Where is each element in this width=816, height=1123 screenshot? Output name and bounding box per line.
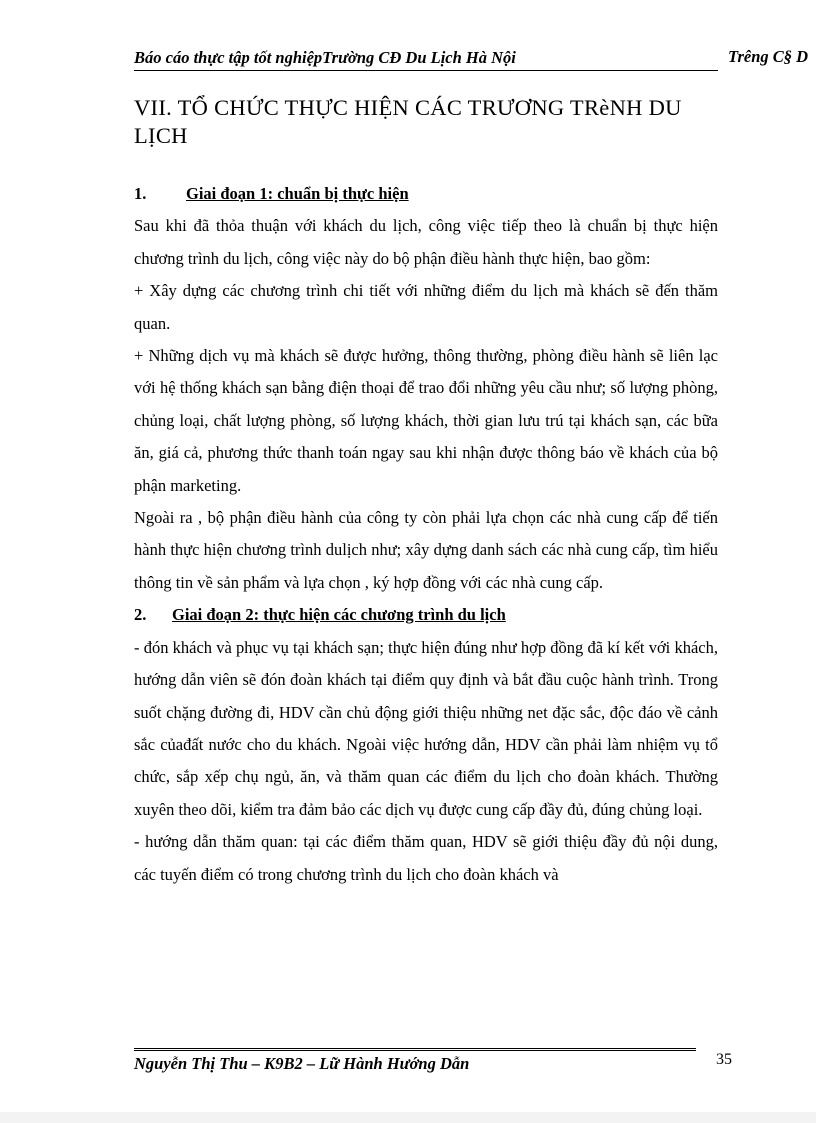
document-body (134, 178, 718, 891)
section-1-number: 1. (134, 184, 147, 203)
paragraph: - hướng dẫn thăm quan: tại các điểm thăm quan, HDV sẽ giới thiệu đầy đủ nội dung, các tuyến điểm có trong chương trình du lịch cho đoàn khách và (134, 832, 718, 884)
chapter-title: VII. TỔ CHỨC THỰC HIỆN CÁC TRƯƠNG TRèNH DU LỊCH (134, 95, 682, 148)
header-right-text: Trêng C§ D (728, 47, 809, 66)
paragraph: + Xây dựng các chương trình chi tiết với những điểm du lịch mà khách sẽ đến thăm quan. (134, 281, 718, 333)
section-2-heading (134, 599, 718, 631)
footer-author: Nguyễn Thị Thu – K9B2 – Lữ Hành Hướng Dẫn (134, 1054, 470, 1073)
paragraph: + Những dịch vụ mà khách sẽ được hưởng, thông thường, phòng điều hành sẽ liên lạc với hệ thống khách sạn bằng điện thoại để trao đổi những yêu cầu như; số lượng phòng, chủng loại, chất lượng phòng, số lượng khách, thời gian lưu trú tại khách sạn, các bữa ăn, giá cả, phương thức thanh toán ngay sau khi nhận được thông báo về khách của bộ phận marketing. (134, 346, 718, 495)
header-title: Báo cáo thực tập tốt nghiệpTrường CĐ Du Lịch Hà Nội (134, 48, 718, 71)
section-2-title: Giai đoạn 2: thực hiện các chương trình du lịch (172, 605, 506, 625)
running-header (134, 48, 816, 74)
paragraph: Ngoài ra , bộ phận điều hành của công ty còn phải lựa chọn các nhà cung cấp để tiến hành thực hiện chương trình dulịch như; xây dựng danh sách các nhà cung cấp, tìm hiểu thông tin về sản phẩm và lựa chọn , ký hợp đồng với các nhà cung cấp. (134, 508, 718, 592)
section-1-title: Giai đoạn 1: chuẩn bị thực hiện (186, 184, 409, 203)
paragraph: Sau khi đã thỏa thuận với khách du lịch, công việc tiếp theo là chuẩn bị thực hiện chương trình du lịch, công việc này do bộ phận điều hành thực hiện, bao gồm: (134, 216, 718, 268)
page-bottom-edge (0, 1112, 816, 1123)
section-2-number: 2. (134, 605, 147, 625)
page-number: 35 (716, 1051, 732, 1068)
section-1-heading (134, 178, 718, 210)
paragraph: - đón khách và phục vụ tại khách sạn; thực hiện đúng như hợp đồng đã kí kết với khách, hướng dẫn viên sẽ đón đoàn khách tại điểm quy định và bắt đầu cuộc hành trình. Trong suốt chặng đường đi, HDV cần chủ động giới thiệu những net đặc sắc, độc đáo về cảnh sắc củađất nước cho du khách. Ngoài việc hướng dẫn, HDV cần phải làm nhiệm vụ tổ chức, sắp xếp chụ ngủ, ăn, và thăm quan các điểm du lịch cho đoàn khách. Thường xuyên theo dõi, kiểm tra đảm bảo các dịch vụ được cung cấp đầy đủ, đúng chủng loại. (134, 637, 718, 819)
footer-rule (134, 1048, 696, 1051)
